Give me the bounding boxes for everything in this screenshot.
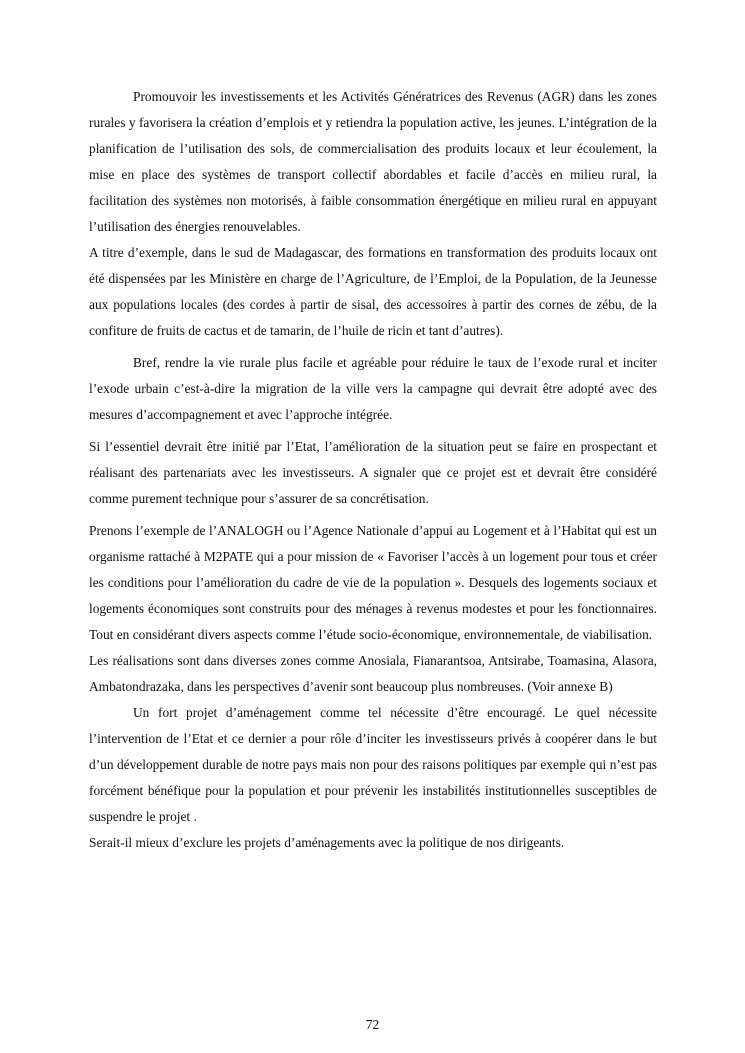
paragraph-development-project: Un fort projet d’aménagement comme tel nécessite d’être encouragé. Le quel nécessite l’intervention de l’Etat et ce dernier a pour rôle d’inciter les investisseurs privés à coopérer dans le but d’un développement durable de notre pays mais non pour des raisons politiques par exemple qui n’est pas forcément bénéfique pour la population et pour prévenir les instabilités institutionnelles susceptibles de suspendre le projet . (89, 705, 657, 824)
document-body (89, 84, 657, 856)
page-number: 72 (365, 1017, 380, 1032)
paragraph-madagascar-example: A titre d’exemple, dans le sud de Madagascar, des formations en transformation des produits locaux ont été dispensées par les Ministère en charge de l’Agriculture, de l’Emploi, de la Population, de la Jeunesse aux populations locales (des cordes à partir de sisal, des accessoires à partir des cornes de zébu, de la confiture de fruits de cactus et de tamarin, de l’huile de ricin et tant d’autres). (89, 245, 657, 338)
paragraph-state-partnerships: Si l’essentiel devrait être initié par l’Etat, l’amélioration de la situation peut se faire en prospectant et réalisant des partenariats avec les investisseurs. A signaler que ce projet est et devrait être considéré comme purement technique pour s’assurer de sa concrétisation. (89, 439, 657, 506)
paragraph-agr: Promouvoir les investissements et les Activités Génératrices des Revenus (AGR) dans les zones rurales y favorisera la création d’emplois et y retiendra la population active, les jeunes. L’intégration de la planification de l’utilisation des sols, de commercialisation des produits locaux et leur écoulement, la mise en place des systèmes de transport collectif abordables et facile d’accès en milieu rural, la facilitation des systèmes non motorisés, à faible consommation énergétique en milieu rural en appuyant l’utilisation des énergies renouvelables. (89, 89, 657, 234)
paragraph-question: Serait-il mieux d’exclure les projets d’aménagements avec la politique de nos dirigeants. (89, 835, 565, 850)
paragraph-realisations: Les réalisations sont dans diverses zones comme Anosiala, Fianarantsoa, Antsirabe, Toamasina, Alasora, Ambatondrazaka, dans les perspectives d’avenir sont beaucoup plus nombreuses. (Voir annexe B) (89, 653, 657, 694)
paragraph-analogh: Prenons l’exemple de l’ANALOGH ou l’Agence Nationale d’appui au Logement et à l’Habitat qui est un organisme rattaché à M2PATE qui a pour mission de « Favoriser l’accès à un logement pour tous et créer les conditions pour l’amélioration du cadre de vie de la population ». Desquels des logements sociaux et logements économiques sont construits pour des ménages à revenus modestes et pour les fonctionnaires. Tout en considérant divers aspects comme l’étude socio-économique, environnementale, de viabilisation. (89, 523, 657, 642)
paragraph-rural-exodus: Bref, rendre la vie rurale plus facile et agréable pour réduire le taux de l’exode rural et inciter l’exode urbain c’est-à-dire la migration de la ville vers la campagne qui devrait être adopté avec des mesures d’accompagnement et avec l’approche intégrée. (89, 355, 657, 422)
